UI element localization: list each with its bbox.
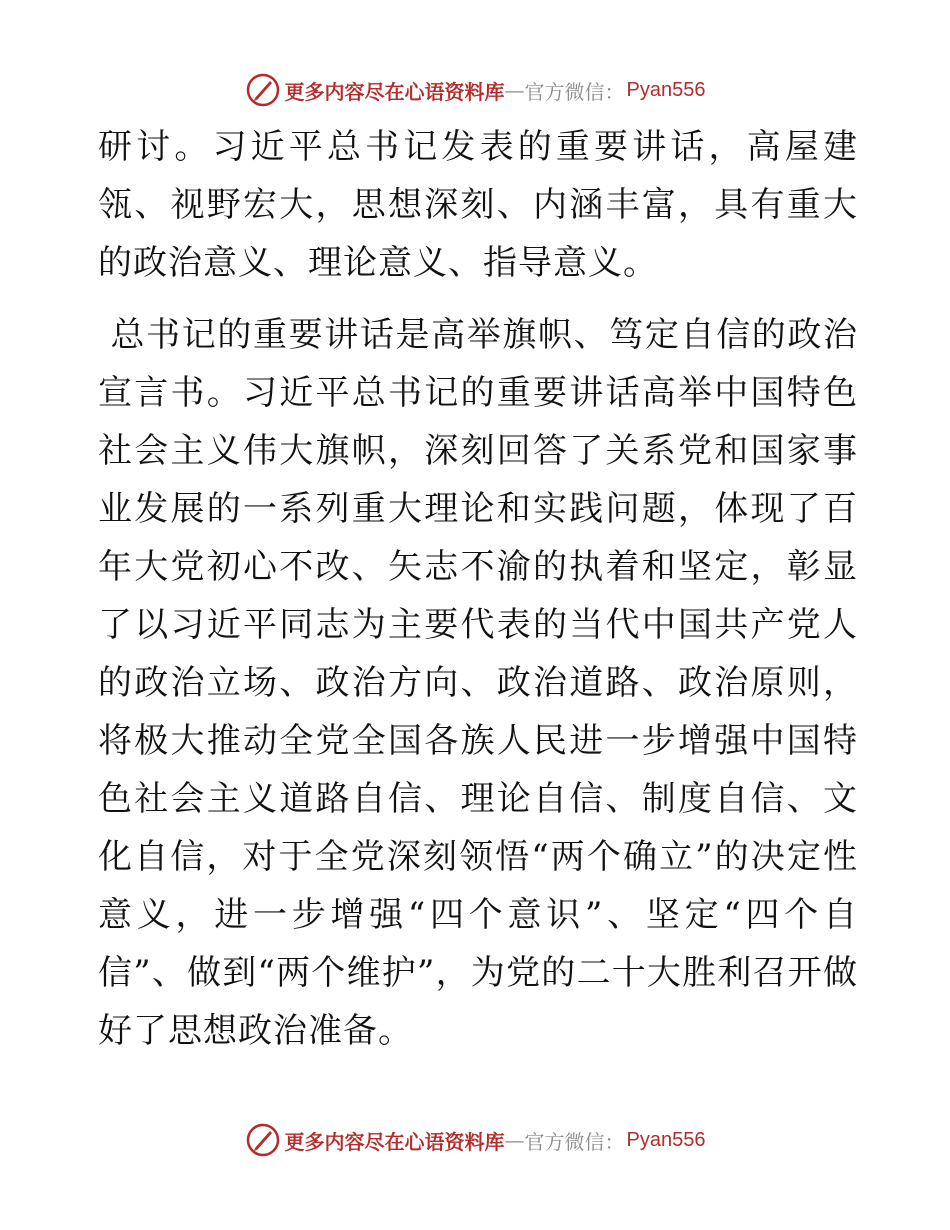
header-banner [0, 70, 950, 110]
wechat-label: 官方微信： [524, 79, 625, 104]
wechat-id: Pyan556 [626, 1128, 706, 1151]
quill-pen-logo-icon [245, 1122, 281, 1158]
banner-dash: — [504, 78, 525, 102]
banner-dash: — [504, 1128, 525, 1152]
paragraph-2: 总书记的重要讲话是高举旗帜、笃定自信的政治宣言书。习近平总书记的重要讲话高举中国特色社会主义伟大旗帜，深刻回答了关系党和国家事业发展的一系列重大理论和实践问题，体现了百年大党初心不改、矢志不渝的执着和坚定，彰显了以习近平同志为主要代表的当代中国共产党人的政治立场、政治方向、政治道路、政治原则，将极大推动全党全国各族人民进一步增强中国特色社会主义道路自信、理论自信、制度自信、文化自信，对于全党深刻领悟“两个确立”的决定性意义，进一步增强“四个意识”、坚定“四个自信”、做到“两个维护”，为党的二十大胜利召开做好了思想政治准备。 [98, 315, 858, 1051]
document-body [98, 118, 858, 1060]
brand-text: 更多内容尽在心语资料库 [284, 79, 505, 104]
wechat-id: Pyan556 [626, 78, 706, 101]
paragraph-1: 研讨。习近平总书记发表的重要讲话，高屋建瓴、视野宏大，思想深刻、内涵丰富，具有重大的政治意义、理论意义、指导意义。 [98, 127, 858, 283]
brand-text: 更多内容尽在心语资料库 [284, 1129, 505, 1154]
footer-banner [0, 1120, 950, 1160]
wechat-label: 官方微信： [524, 1129, 625, 1154]
quill-pen-logo-icon [245, 72, 281, 108]
